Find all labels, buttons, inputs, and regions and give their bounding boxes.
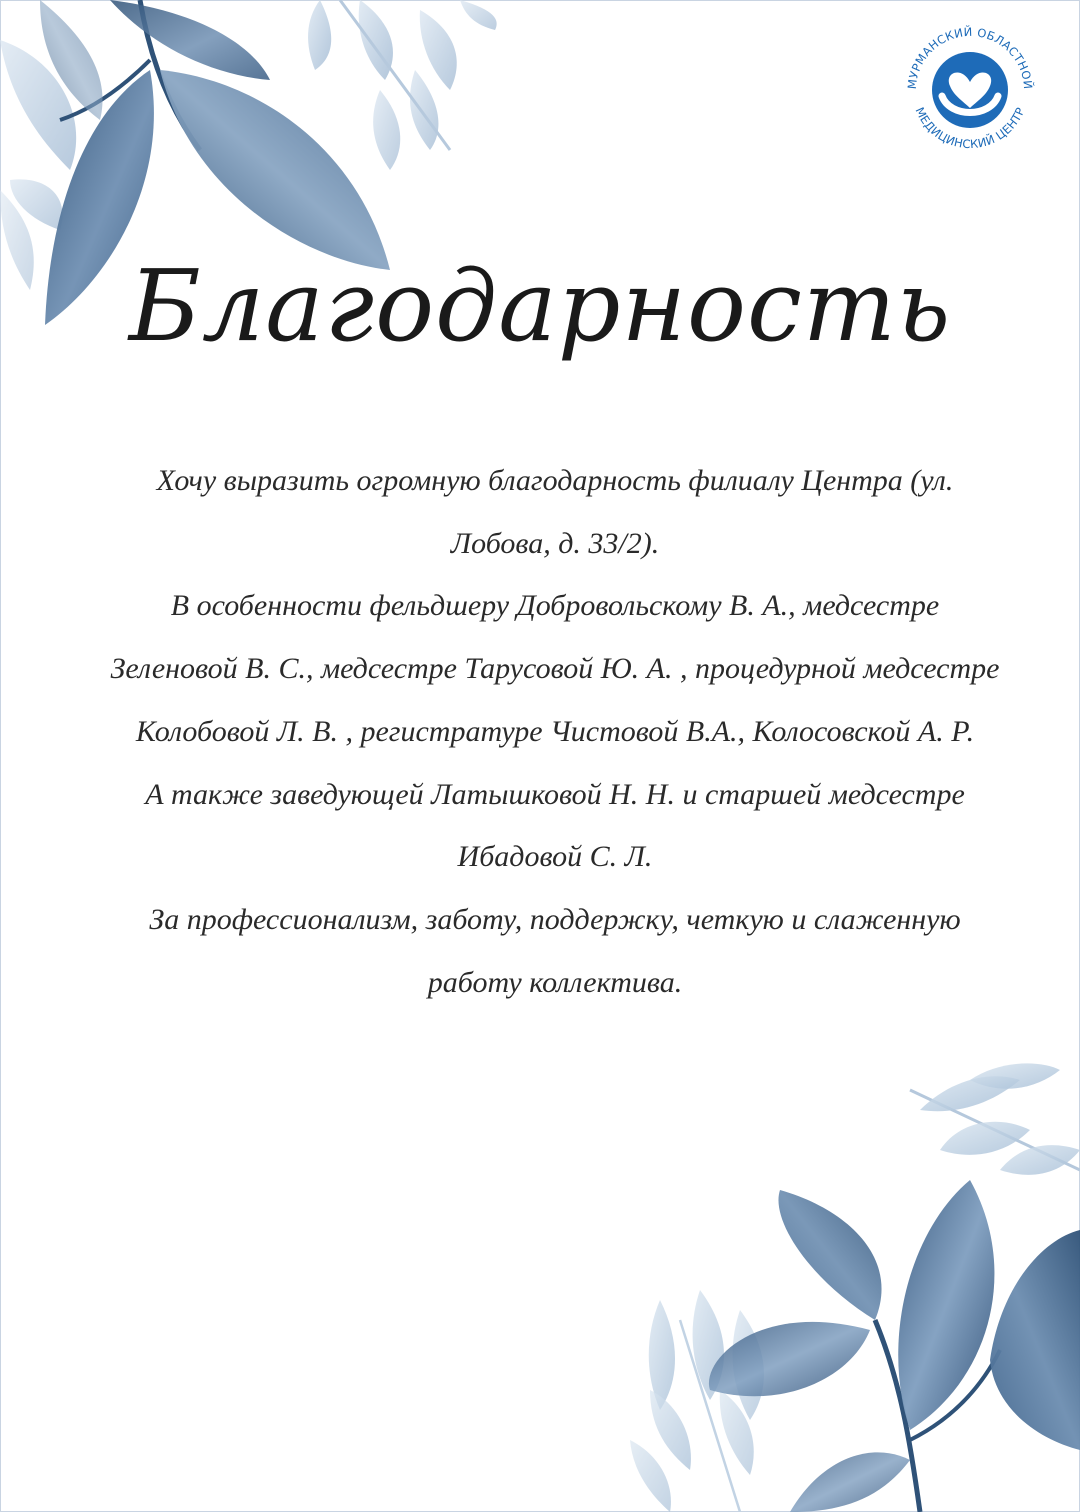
letter-line: За профессионализм, заботу, поддержку, четкую и слаженную (149, 902, 961, 936)
logo-bottom-text: МЕДИЦИНСКИЙ ЦЕНТР (912, 105, 1028, 152)
letter-line: А также заведующей Латышковой Н. Н. и старшей медсестре (145, 777, 965, 811)
medical-center-logo (900, 20, 1040, 160)
page-title: Благодарность (128, 250, 952, 364)
letter-line: Ибадовой С. Л. (457, 840, 653, 874)
logo-top-text: МУРМАНСКИЙ ОБЛАСТНОЙ (904, 24, 1036, 90)
letter-line: В особенности фельдшеру Добровольскому В. А., медсестре (170, 589, 940, 623)
letter-line: Зеленовой В. С., медсестре Тарусовой Ю. А. , процедурной медсестре (110, 652, 1000, 686)
letter-line: Хочу выразить огромную благодарность филиалу Центра (ул. (156, 464, 954, 497)
leaves-bottom-decoration (620, 1060, 1080, 1512)
letter-line: Колобовой Л. В. , регистратуре Чистовой В.А., Колосовской А. Р. (135, 714, 975, 748)
letter-body (60, 450, 1050, 1014)
letter-line: работу коллектива. (427, 965, 683, 999)
letter-line: Лобова, д. 33/2). (450, 526, 660, 560)
